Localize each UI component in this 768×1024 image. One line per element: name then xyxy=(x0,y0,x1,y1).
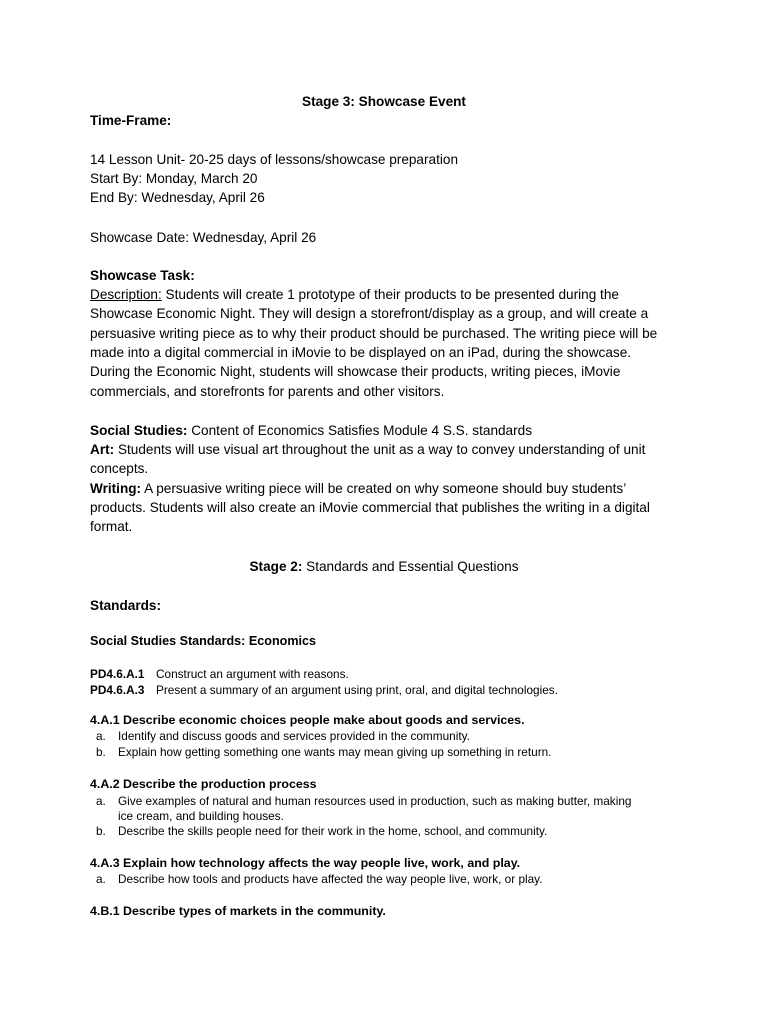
end-by-line: End By: Wednesday, April 26 xyxy=(90,190,265,205)
pd-text: Construct an argument with reasons. xyxy=(156,667,349,681)
standard-4a1-heading: 4.A.1 Describe economic choices people make about goods and services. xyxy=(90,713,525,727)
description-text: Students will create 1 prototype of their products to be presented during the xyxy=(161,287,619,302)
list-marker: a. xyxy=(96,872,106,886)
list-marker: b. xyxy=(96,824,106,838)
list-item: Give examples of natural and human resources used in production, such as making butter, making xyxy=(118,794,632,808)
list-item: ice cream, and building houses. xyxy=(118,809,284,823)
description-line: During the Economic Night, students will showcase their products, writing pieces, iMovie xyxy=(90,364,621,379)
pd-item xyxy=(90,667,349,682)
description-line: commercials, and storefronts for parents and other visitors. xyxy=(90,384,445,399)
pd-text: Present a summary of an argument using print, oral, and digital technologies. xyxy=(156,683,558,697)
social-studies-text: Content of Economics Satisfies Module 4 S.S. standards xyxy=(187,423,533,438)
timeframe-label: Time-Frame: xyxy=(90,113,172,128)
writing-text: A persuasive writing piece will be created on why someone should buy students’ xyxy=(141,481,627,496)
showcase-date: Showcase Date: Wednesday, April 26 xyxy=(90,230,317,245)
art-label: Art: xyxy=(90,442,115,457)
writing-line: format. xyxy=(90,519,133,534)
description-line xyxy=(90,285,619,305)
art-line xyxy=(90,440,645,460)
social-studies-line xyxy=(90,421,532,441)
showcase-task-label: Showcase Task: xyxy=(90,268,195,283)
standards-label: Standards: xyxy=(90,598,162,613)
start-by-line: Start By: Monday, March 20 xyxy=(90,171,258,186)
description-line: persuasive writing piece as to why their product should be purchased. The writing piece will be xyxy=(90,326,658,341)
social-studies-label: Social Studies: xyxy=(90,423,188,438)
stage2-title-rest: Standards and Essential Questions xyxy=(302,559,519,574)
writing-line xyxy=(90,479,626,499)
list-item: Describe the skills people need for their work in the home, school, and community. xyxy=(118,824,548,838)
pd-code: PD4.6.A.1 xyxy=(90,667,145,681)
writing-line: products. Students will also create an iMovie commercial that publishes the writing in a digital xyxy=(90,500,650,515)
description-line: made into a digital commercial in iMovie to be displayed on an iPad, during the showcase. xyxy=(90,345,632,360)
standard-4b1-heading: 4.B.1 Describe types of markets in the community. xyxy=(90,904,386,918)
list-marker: b. xyxy=(96,745,106,759)
list-marker: a. xyxy=(96,729,106,743)
list-item: Identify and discuss goods and services provided in the community. xyxy=(118,729,470,743)
art-line: concepts. xyxy=(90,461,149,476)
stage2-title xyxy=(0,557,768,577)
description-label: Description: xyxy=(90,287,162,302)
standard-4a2-heading: 4.A.2 Describe the production process xyxy=(90,777,317,791)
list-item: Explain how getting something one wants may mean giving up something in return. xyxy=(118,745,552,759)
pd-item xyxy=(90,683,558,698)
list-marker: a. xyxy=(96,794,106,808)
stage2-title-bold: Stage 2: xyxy=(249,559,303,574)
timeframe-line: 14 Lesson Unit- 20-25 days of lessons/showcase preparation xyxy=(90,152,459,167)
ss-standards-title: Social Studies Standards: Economics xyxy=(90,634,317,648)
standard-4a3-heading: 4.A.3 Explain how technology affects the way people live, work, and play. xyxy=(90,856,521,870)
list-item: Describe how tools and products have affected the way people live, work, or play. xyxy=(118,872,543,886)
stage3-title: Stage 3: Showcase Event xyxy=(302,94,466,109)
art-text: Students will use visual art throughout the unit as a way to convey understanding of unit xyxy=(114,442,646,457)
writing-label: Writing: xyxy=(90,481,142,496)
pd-code: PD4.6.A.3 xyxy=(90,683,145,697)
description-line: Showcase Economic Night. They will design a storefront/display as a group, and will create a xyxy=(90,306,649,321)
